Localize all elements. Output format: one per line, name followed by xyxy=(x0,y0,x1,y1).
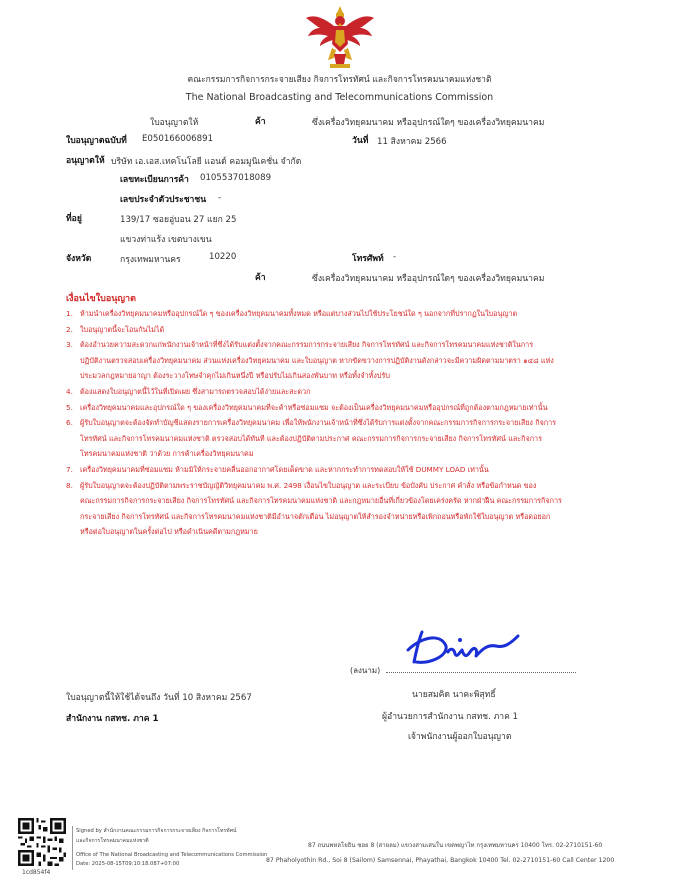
condition-item xyxy=(66,384,626,400)
license-number: E050166006891 xyxy=(142,134,214,144)
condition-item xyxy=(66,400,626,416)
activity-description-2: ซึ่งเครื่องวิทยุคมนาคม หรืออุปกรณ์ใดๆ ของเครื่องวิทยุคมนาคม xyxy=(312,274,545,284)
signed-by-en: Office of The National Broadcasting and Telecommunications Commission xyxy=(76,852,268,858)
condition-number: 3. xyxy=(66,340,73,350)
grantee-label: อนุญาตให้ xyxy=(66,156,105,166)
org-name-thai: คณะกรรมการกิจการกระจายเสียง กิจการโทรทัศน์ และกิจการโทรคมนาคมแห่งชาติ xyxy=(187,75,492,85)
province: กรุงเทพมหานคร xyxy=(120,255,181,265)
condition-text: ประมวลกฎหมายอาญา ต้องระวางโทษจำคุกไม่เกินหนึ่งปี หรือปรับไม่เกินสองพันบาท หรือทั้งจำทั้งปรับ xyxy=(80,371,390,381)
condition-text: โทรทัศน์ และกิจการโทรคมนาคมแห่งชาติ ตรวจสอบได้ทันที และต้องปฏิบัติตามประกาศ คณะกรรมการกิจการกระจายเสียง กิจการโทรทัศน์ และกิจการ xyxy=(80,433,542,443)
office-address-en: 87 Phaholyothin Rd., Soi 8 (Sailom) Samsennai, Phayathai, Bangkok 10400 Tel. 02-2710151-60 Call Center 1200 xyxy=(266,857,615,864)
org-name-english: The National Broadcasting and Telecommunications Commission xyxy=(185,92,494,103)
condition-text: ต้องแสดงใบอนุญาตนี้ไว้ในที่เปิดเผย ซึ่งสามารถตรวจสอบได้ง่ายและสะดวก xyxy=(80,386,311,396)
postcode: 10220 xyxy=(209,252,237,262)
condition-number: 6. xyxy=(66,418,73,428)
license-type-label: ใบอนุญาตให้ xyxy=(150,118,199,128)
condition-item xyxy=(66,415,626,462)
date-label: วันที่ xyxy=(352,136,369,146)
signer-role: เจ้าพนักงานผู้ออกใบอนุญาต xyxy=(408,732,512,742)
phone: - xyxy=(393,252,397,262)
condition-number: 2. xyxy=(66,324,73,334)
address-line-1: 139/17 ซอยอู่บอน 27 แยก 25 xyxy=(120,215,237,225)
citizen-id-label: เลขประจำตัวประชาชน xyxy=(120,195,207,205)
qr-code-label: 1cd854f4 xyxy=(22,869,51,876)
footer-divider xyxy=(72,826,73,870)
condition-text: ปฏิบัติงานตรวจสอบเครื่องวิทยุคมนาคม ส่วนแห่งเครื่องวิทยุคมนาคม และใบอนุญาต หากขัดขวางการปฏิบัติงานดังกล่าวจะมีความผิดตามมาตรา ๑๔๘ แห่ง xyxy=(80,355,554,365)
condition-text: โทรคมนาคมแห่งชาติ ว่าด้วย การค้าเครื่องวิทยุคมนาคม xyxy=(80,449,254,459)
condition-text: หรือต่อใบอนุญาตในครั้งต่อไป หรือดำเนินคดีตามกฎหมาย xyxy=(80,527,258,537)
condition-text: กระจายเสียง กิจการโทรทัศน์ และกิจการโทรคมนาคมแห่งชาติมีอำนาจตักเตือน ไม่อนุญาตให้สำรองจำหน่ายหรือเพิกถอนหรือพักใช้ใบอนุญาต หรือดอยอก xyxy=(80,511,551,521)
sign-label: (ลงนาม) xyxy=(350,666,381,675)
grantee-name: บริษัท เอ.เอส.เทคโนโลยี แอนด์ คอมมูนิเคชั่น จำกัด xyxy=(111,157,302,167)
condition-text: ห้ามนำเครื่องวิทยุคมนาคมหรืออุปกรณ์ใด ๆ ของเครื่องวิทยุคมนาคมทั้งหมด หรือแต่บางส่วนไปใช้ประโยชน์ใด ๆ นอกจากที่ปรากฏในใบอนุญาต xyxy=(80,309,518,318)
condition-number: 8. xyxy=(66,480,73,490)
condition-text: เครื่องวิทยุคมนาคมที่ซ่อมแซม ห้ามมิให้กระจายคลื่นออกอากาศโดยเด็ดขาด และหากกระทำการทดสอบให้ใช้ DUMMY LOAD เท่านั้น xyxy=(80,464,489,474)
license-number-label: ใบอนุญาตฉบับที่ xyxy=(66,136,127,146)
condition-item xyxy=(66,478,626,540)
tax-number-label: เลขทะเบียนการค้า xyxy=(120,175,189,185)
province-label: จังหวัด xyxy=(66,254,92,264)
office-address-th: 87 ถนนพหลโยธิน ซอย 8 (สายลม) แขวงสามเสนใน เขตพญาไท กรุงเทพมหานคร 10400 โทร. 02-2710151-60 xyxy=(308,842,603,849)
condition-text: ต้องอำนวยความสะดวกแก่พนักงานเจ้าหน้าที่ซึ่งได้รับแต่งตั้งจากคณะกรรมการกระจายเสียง กิจการโทรทัศน์ และกิจการโทรคมนาคมแห่งชาติในการ xyxy=(80,340,534,350)
address-label: ที่อยู่ xyxy=(66,214,82,224)
condition-number: 1. xyxy=(66,309,73,318)
conditions-list xyxy=(66,306,626,540)
condition-text: ผู้รับใบอนุญาตจะต้องปฏิบัติตามพระราชบัญญัติวิทยุคมนาคม พ.ศ. 2498 เงื่อนไขใบอนุญาต และระเบียบ ข้อบังคับ ประกาศ คำสั่ง หรือข้อกำหนด ของ xyxy=(80,480,537,490)
citizen-id: - xyxy=(218,193,222,203)
condition-number: 4. xyxy=(66,386,73,396)
condition-item xyxy=(66,462,626,478)
activity-description: ซึ่งเครื่องวิทยุคมนาคม หรืออุปกรณ์ใดๆ ของเครื่องวิทยุคมนาคม xyxy=(312,118,545,128)
conditions-title: เงื่อนไขใบอนุญาต xyxy=(66,294,136,304)
signed-by-th-2: และกิจการโทรคมนาคมแห่งชาติ xyxy=(76,838,149,844)
signer-name: นายสมคิด นาคะพิสุทธิ์ xyxy=(412,690,496,700)
activity-label: ค้า xyxy=(255,117,266,127)
sign-date: Date: 2025-08-15T09:10:18.087+07:00 xyxy=(76,861,180,867)
condition-text: คณะกรรมการกิจการกระจายเสียง กิจการโทรทัศน์ และกิจการโทรคมนาคมแห่งชาติ และกฎหมายอื่นที่เกี่ยวข้องโดยเคร่งครัด หากฝ่าฝืน คณะกรรมการกิจการ xyxy=(80,496,562,506)
condition-text: เครื่องวิทยุคมนาคมและอุปกรณ์ใด ๆ ของเครื่องวิทยุคมนาคมที่จะค้าหรือซ่อมแซม จะต้องเป็นเครื่องวิทยุคมนาคมหรืออุปกรณ์ที่ถูกต้องตามกฎหมายเท่านั้น xyxy=(80,402,548,412)
validity-text: ใบอนุญาตนี้ให้ใช้ได้จนถึง วันที่ 10 สิงหาคม 2567 xyxy=(66,693,252,703)
phone-label: โทรศัพท์ xyxy=(352,254,384,264)
condition-text: ใบอนุญาตนี้จะโอนกันไม่ได้ xyxy=(80,324,165,334)
signature-line xyxy=(386,672,576,673)
condition-number: 7. xyxy=(66,464,73,474)
condition-text: ผู้รับใบอนุญาตจะต้องจัดทำบัญชีแสดงรายการเครื่องวิทยุคมนาคม เพื่อให้พนักงานเจ้าหน้าที่ซึ่งได้รับการแต่งตั้งจากคณะกรรมการกิจการกระจายเสียง กิจการ xyxy=(80,418,557,428)
condition-number: 5. xyxy=(66,402,73,412)
license-date: 11 สิงหาคม 2566 xyxy=(377,137,447,147)
tax-number: 0105537018089 xyxy=(200,173,272,183)
issuing-office: สำนักงาน กสทช. ภาค 1 xyxy=(66,714,159,724)
address-line-2: แขวงท่าแร้ง เขตบางเขน xyxy=(120,235,212,245)
signed-by-th: Signed by สำนักงานคณะกรรมการกิจการกระจายเสียง กิจการโทรทัศน์ xyxy=(76,828,237,834)
condition-item xyxy=(66,322,626,338)
signer-position: ผู้อำนวยการสำนักงาน กสทช. ภาค 1 xyxy=(382,712,519,722)
signature-ink xyxy=(400,622,530,672)
condition-item xyxy=(66,306,626,322)
activity-label-2: ค้า xyxy=(255,273,266,283)
qr-code-icon xyxy=(18,818,66,866)
condition-item xyxy=(66,337,626,384)
garuda-emblem-icon xyxy=(304,4,376,70)
